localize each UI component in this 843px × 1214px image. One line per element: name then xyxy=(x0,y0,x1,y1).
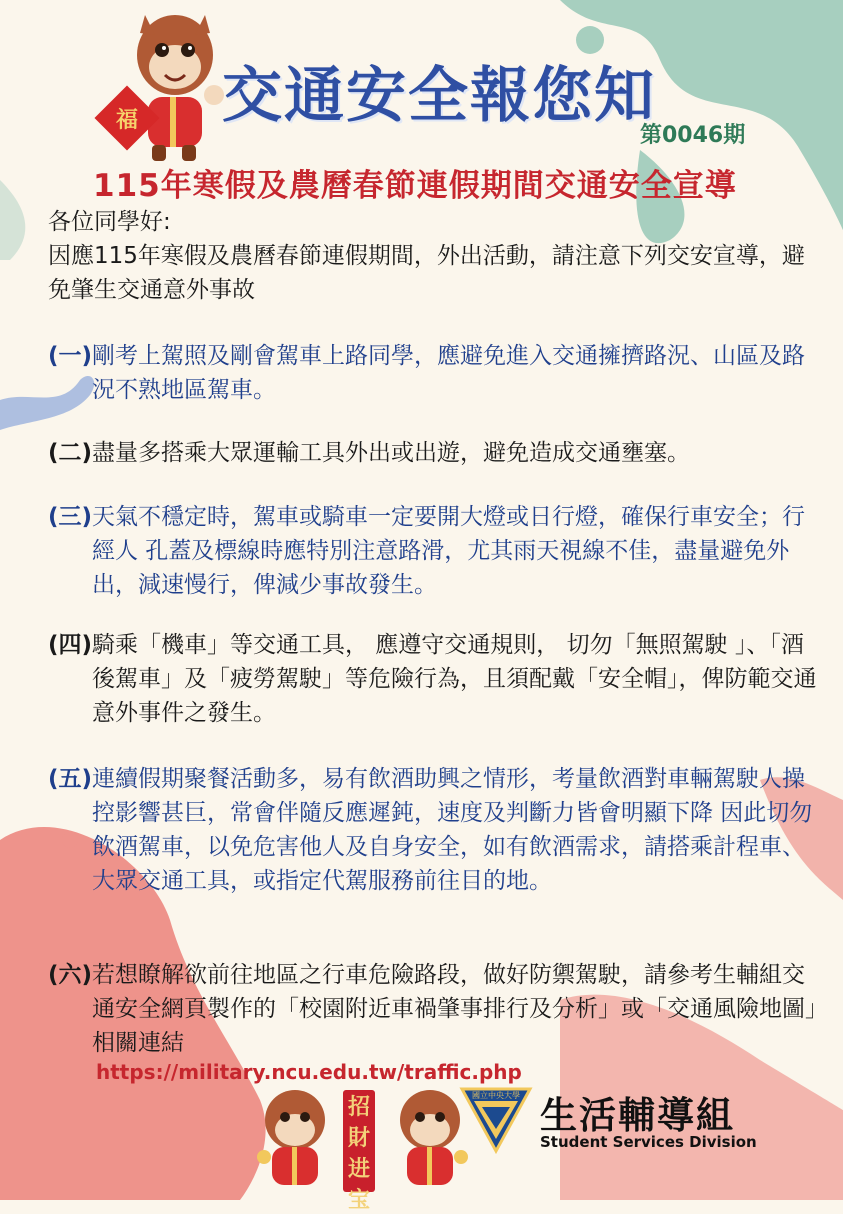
department-name: 生活輔導組 xyxy=(540,1094,735,1137)
horse-mascot-left-icon xyxy=(250,1085,340,1195)
department-name-en: Student Services Division xyxy=(540,1133,757,1151)
list-item xyxy=(48,500,818,602)
item-text: 騎乘「機車」等交通工具， 應遵守交通規則， 切勿「無照駕駛 」、「酒後駕車」及「疲勞駕駛」等危險行為，且須配戴「安全帽」，俾防範交通意外事件之發生。 xyxy=(92,632,817,726)
intro-paragraph xyxy=(48,205,818,307)
item-text: 剛考上駕照及剛會駕車上路同學，應避免進入交通擁擠路況、山區及路況不熟地區駕車。 xyxy=(92,343,805,403)
fortune-banner: 招 財 进 宝 xyxy=(343,1090,375,1192)
intro-body: 因應115年寒假及農曆春節連假期間，外出活動，請注意下列交安宣導，避免肇生交通意外事故 xyxy=(48,243,805,303)
item-number: (三) xyxy=(48,504,93,530)
item-number: (二) xyxy=(48,440,93,466)
list-item xyxy=(48,958,818,1060)
item-number: (五) xyxy=(48,766,93,792)
issue-number: 第0046期 xyxy=(640,123,746,148)
list-item xyxy=(48,339,818,407)
traffic-link[interactable]: https://military.ncu.edu.tw/traffic.php xyxy=(96,1060,522,1084)
school-emblem-icon xyxy=(458,1085,534,1155)
item-number: (一) xyxy=(48,343,93,369)
item-text: 盡量多搭乘大眾運輸工具外出或出遊，避免造成交通壅塞。 xyxy=(92,440,690,466)
page-title: 交通安全報您知 xyxy=(222,61,656,131)
greeting: 各位同學好: xyxy=(48,209,171,235)
item-number: (六) xyxy=(48,962,93,988)
list-item xyxy=(48,628,818,730)
list-item xyxy=(48,762,818,898)
page-subtitle: 115年寒假及農曆春節連假期間交通安全宣導 xyxy=(93,168,737,204)
item-text: 連續假期聚餐活動多，易有飲酒助興之情形，考量飲酒對車輛駕駛人操控影響甚巨，常會伴隨反應遲鈍，速度及判斷力皆會明顯下降 因此切勿飲酒駕車，以免危害他人及自身安全，如有飲酒需求，請搭乘計程車、大眾交通工具，或指定代駕服務前往目的地。 xyxy=(92,766,813,894)
item-text: 若想瞭解欲前往地區之行車危險路段，做好防禦駕駛，請參考生輔組交通安全網頁製作的「校園附近車禍肇事排行及分析」或「交通風險地圖」相關連結 xyxy=(92,962,817,1056)
item-text: 天氣不穩定時，駕車或騎車一定要開大燈或日行燈，確保行車安全；行經人 孔蓋及標線時應特別注意路滑，尤其雨天視線不佳，盡量避免外出，減速慢行，俾減少事故發生。 xyxy=(92,504,805,598)
emblem-text: 國立中央大學 xyxy=(472,1091,520,1100)
item-number: (四) xyxy=(48,632,93,658)
list-item xyxy=(48,436,818,470)
fu-card-icon: 福 xyxy=(94,85,159,150)
